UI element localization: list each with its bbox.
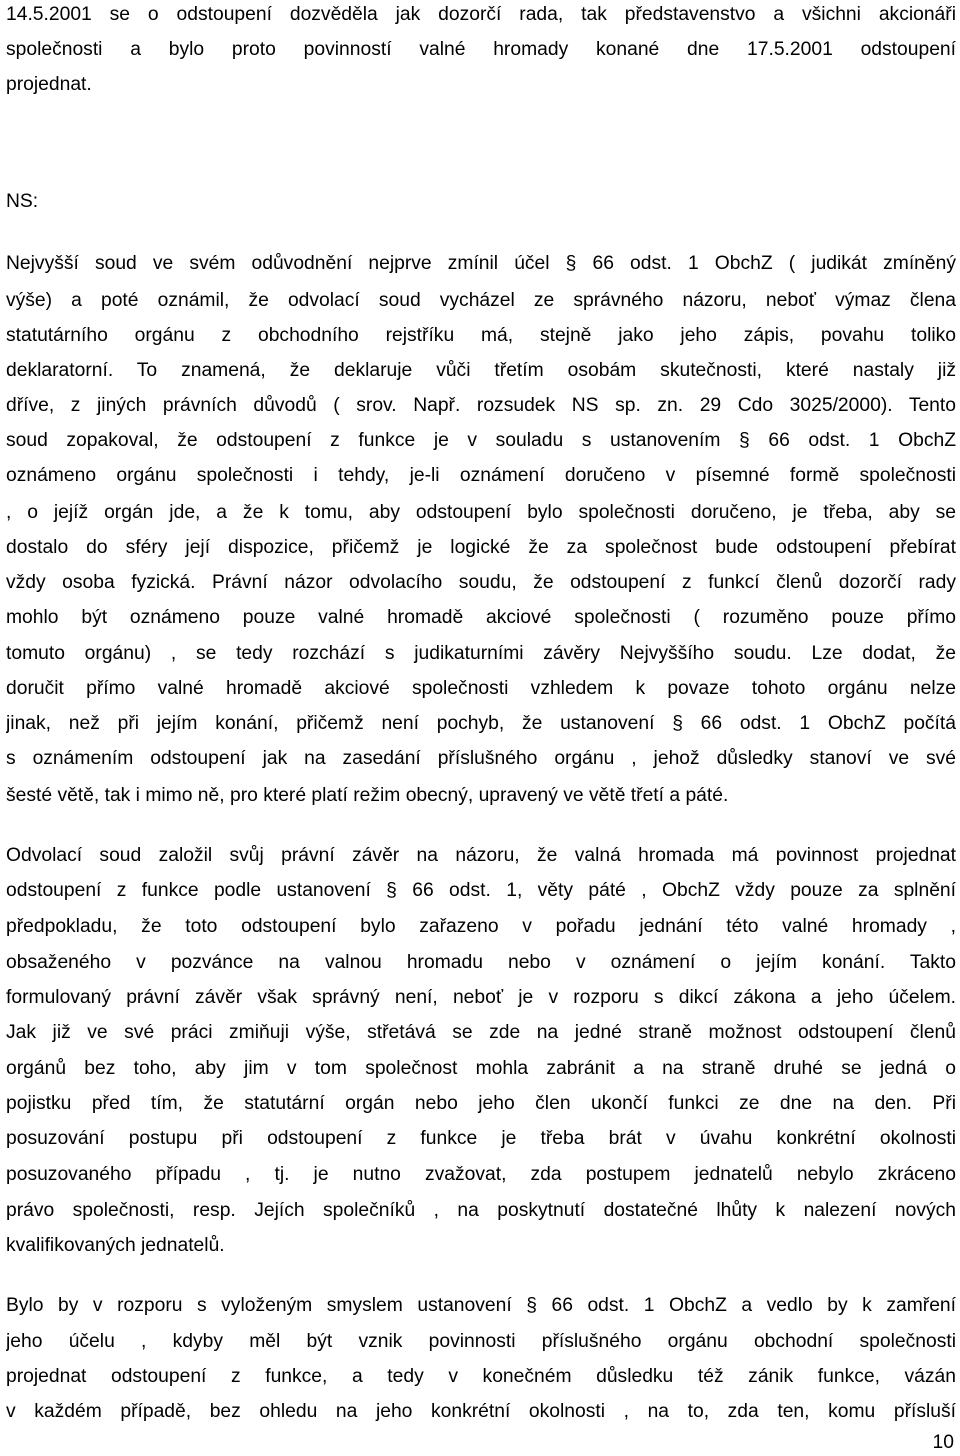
text-line: 14.5.2001 se o odstoupení dozvěděla jak dozorčí rada, tak představenstvo a všichni akcionáři	[6, 4, 956, 25]
page-number: 10	[932, 1432, 954, 1453]
text-line: výše) a poté oznámil, že odvolací soud vycházel ze správného názoru, neboť výmaz člena	[6, 290, 956, 311]
text-line: společnosti a bylo proto povinností valné hromady konané dne 17.5.2001 odstoupení	[6, 39, 956, 60]
text-line: posuzování postupu při odstoupení z funkce je třeba brát v úvahu konkrétní okolnosti	[6, 1128, 956, 1149]
text-line: deklaratorní. To znamená, že deklaruje vůči třetím osobám skutečnosti, které nastaly již	[6, 360, 956, 381]
text-line: formulovaný právní závěr však správný není, neboť je v rozporu s dikcí zákona a jeho účelem.	[6, 987, 956, 1008]
text-line: orgánů bez toho, aby jim v tom společnost mohla zabránit a na straně druhé se jedná o	[6, 1058, 956, 1079]
text-line: doručit přímo valné hromadě akciové společnosti vzhledem k povaze tohoto orgánu nelze	[6, 678, 956, 699]
text-line: předpokladu, že toto odstoupení bylo zařazeno v pořadu jednání této valné hromady ,	[6, 916, 956, 937]
text-line: s oznámením odstoupení jak na zasedání příslušného orgánu , jehož důsledky stanoví ve své	[6, 748, 956, 769]
text-line: , o jejíž orgán jde, a že k tomu, aby odstoupení bylo společnosti doručeno, je třeba, aby se	[6, 502, 956, 523]
text-line: Jak již ve své práci zmiňuji výše, střetává se zde na jedné straně možnost odstoupení členů	[6, 1022, 956, 1043]
text-line: šesté větě, tak i mimo ně, pro které platí režim obecný, upravený ve větě třetí a páté.	[6, 785, 729, 806]
text-line: Bylo by v rozporu s vyloženým smyslem ustanovení § 66 odst. 1 ObchZ a vedlo by k zamření	[6, 1295, 956, 1316]
text-line: Nejvyšší soud ve svém odůvodnění nejprve zmínil účel § 66 odst. 1 ObchZ ( judikát zmíněný	[6, 253, 956, 274]
text-line: pojistku před tím, že statutární orgán nebo jeho člen ukončí funkci ze dne na den. Při	[6, 1093, 956, 1114]
text-line: posuzovaného případu , tj. je nutno zvažovat, zda postupem jednatelů nebylo zkráceno	[6, 1164, 956, 1185]
text-line: obsaženého v pozvánce na valnou hromadu nebo v oznámení o jejím konání. Takto	[6, 952, 956, 973]
text-line: projednat.	[6, 74, 92, 95]
section-label: NS:	[6, 191, 39, 212]
text-line: oznámeno orgánu společnosti i tehdy, je-li oznámení doručeno v písemné formě společnosti	[6, 465, 956, 486]
text-line: tomuto orgánu) , se tedy rozchází s judikaturními závěry Nejvyššího soudu. Lze dodat, že	[6, 643, 956, 664]
text-line: soud zopakoval, že odstoupení z funkce je v souladu s ustanovením § 66 odst. 1 ObchZ	[6, 430, 956, 451]
text-line: statutárního orgánu z obchodního rejstříku má, stejně jako jeho zápis, povahu toliko	[6, 325, 956, 346]
text-line: mohlo být oznámeno pouze valné hromadě akciové společnosti ( rozuměno pouze přímo	[6, 607, 956, 628]
text-line: v každém případě, bez ohledu na jeho konkrétní okolnosti , na to, zda ten, komu přísluší	[6, 1401, 956, 1422]
text-line: projednat odstoupení z funkce, a tedy v konečném důsledku též zánik funkce, vázán	[6, 1366, 956, 1387]
text-line: kvalifikovaných jednatelů.	[6, 1235, 225, 1256]
text-line: dříve, z jiných právních důvodů ( srov. Např. rozsudek NS sp. zn. 29 Cdo 3025/2000). Tento	[6, 395, 956, 416]
text-line: jinak, než při jejím konání, přičemž není pochyb, že ustanovení § 66 odst. 1 ObchZ počítá	[6, 713, 956, 734]
text-line: jeho účelu , kdyby měl být vznik povinnosti příslušného orgánu obchodní společnosti	[6, 1331, 956, 1352]
text-line: vždy osoba fyzická. Právní názor odvolacího soudu, že odstoupení z funkcí členů dozorčí rady	[6, 572, 956, 593]
text-line: Odvolací soud založil svůj právní závěr na názoru, že valná hromada má povinnost projednat	[6, 845, 956, 866]
text-line: právo společnosti, resp. Jejích společníků , na poskytnutí dostatečné lhůty k nalezení nových	[6, 1200, 956, 1221]
text-line: odstoupení z funkce podle ustanovení § 66 odst. 1, věty páté , ObchZ vždy pouze za splnění	[6, 880, 956, 901]
text-line: dostalo do sféry její dispozice, přičemž je logické že za společnost bude odstoupení přebírat	[6, 537, 956, 558]
